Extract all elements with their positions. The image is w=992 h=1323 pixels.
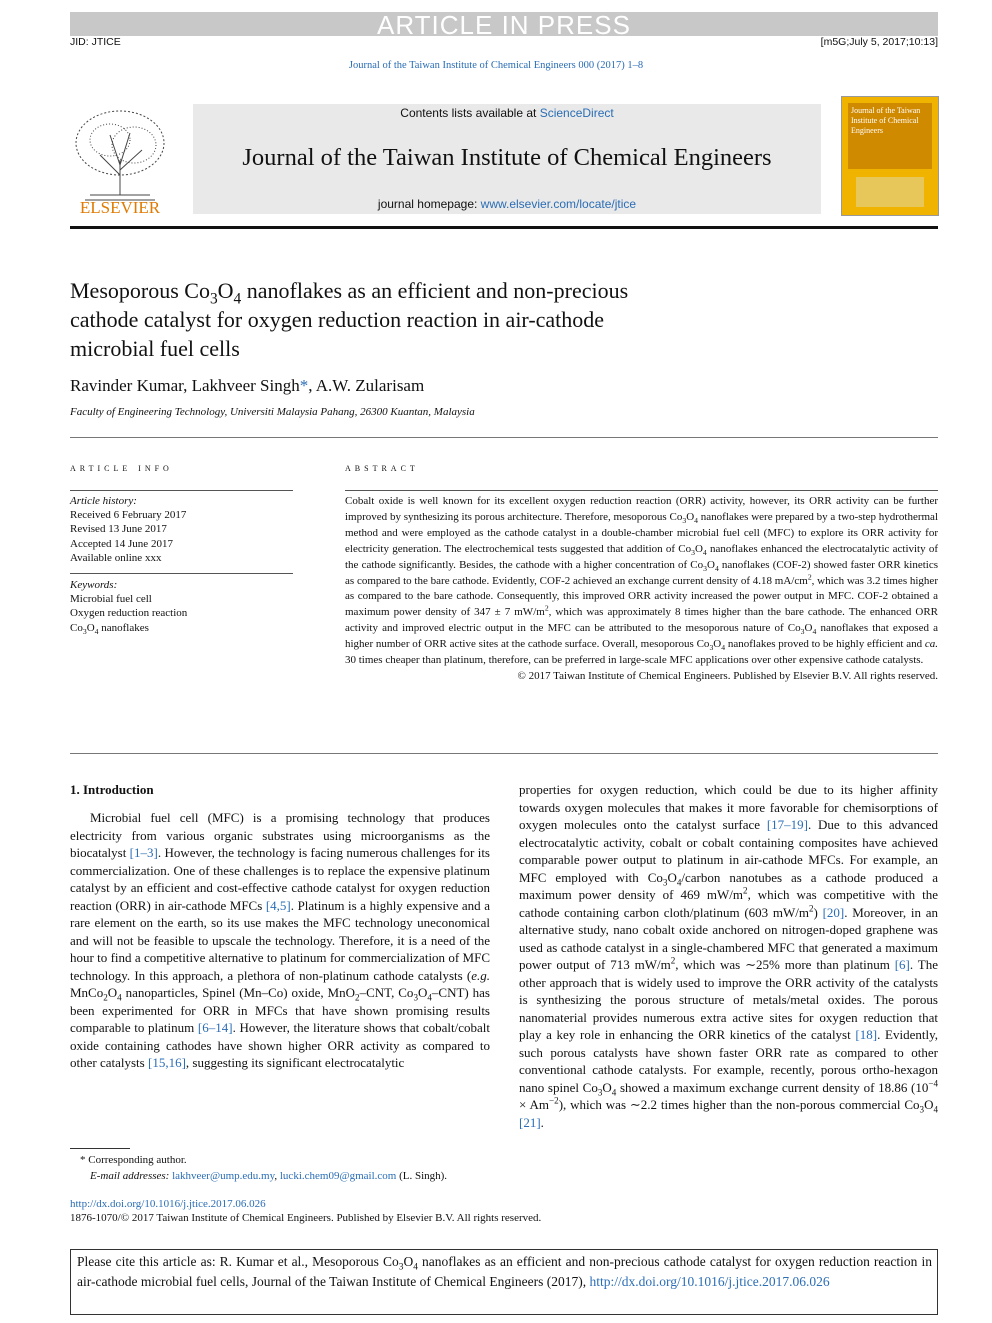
abstract-rule bbox=[70, 753, 938, 754]
corresponding-author-mark[interactable]: * bbox=[299, 376, 309, 395]
author-list: Ravinder Kumar, Lakhveer Singh*, A.W. Zularisam bbox=[70, 376, 425, 395]
footnote-emails: E-mail addresses: lakhveer@ump.edu.my, lucki.chem09@gmail.com (L. Singh). bbox=[90, 1170, 448, 1182]
abstract-heading: abstract bbox=[345, 462, 419, 474]
header-rule bbox=[70, 226, 938, 229]
journal-title: Journal of the Taiwan Institute of Chemical Engineers bbox=[242, 144, 772, 171]
citation-box bbox=[70, 1249, 938, 1315]
issn-line: 1876-1070/© 2017 Taiwan Institute of Chemical Engineers. Published by Elsevier B.V. All rights reserved. bbox=[70, 1212, 542, 1224]
svg-text:ELSEVIER: ELSEVIER bbox=[79, 198, 161, 217]
email-link-2[interactable]: lucki.chem09@gmail.com bbox=[279, 1170, 397, 1182]
sciencedirect-link[interactable]: ScienceDirect bbox=[539, 106, 614, 120]
email-link-1[interactable]: lakhveer@ump.edu.my bbox=[172, 1170, 275, 1182]
contents-prefix: Contents lists available at bbox=[400, 106, 540, 120]
abstract-body: Cobalt oxide is well known for its excellent oxygen reduction reaction (ORR) activity, however, its ORR activity can be further improved by synthesizing its porous architecture. Therefore, mesoporous $Co_3O_4$ nanoflakes were prepared by a two-step hydrothermal method and were employed as the cathode catalyst in a double-chamber microbial fuel cell (MFC) to explore its ORR activity for electricity generation. The electrochemical tests suggested that addition of $Co_3O_4$ nanoflakes enhanced the electrocatalytic activity of the cathode significantly. Besides, the cathode with a higher concentration of $Co_3O_4$ nanoflakes (COF-2) showed faster ORR kinetics as compared to the bare cathode. Evidently, COF-2 achieved an exchange current density of 4.18 $mA/cm^2$, which was 3.2 times higher as compared to the bare cathode. Consequently, this improved ORR activity increased the power output in MFC. COF-2 obtained a maximum power density of 347 ± 7 $mW/m^2$, which was approximately 8 times higher than the bare cathode. The enhanced ORR activity and improved electric output in the MFC can be attributed to the mesoporous nature of $Co_3O_4$ nanoflakes that exposed a higher number of ORR active sites at the cathode surface. Overall, mesoporous $Co_3O_4$ nanoflakes proved to be highly efficient and ca. 30 times cheaper than platinum, therefore, can be preferred in large-scale MFC applications over other expensive cathode catalysts. © 2017 Taiwan Institute of Chemical Engineers. Published by Elsevier B.V. All rights reserved. bbox=[345, 494, 938, 685]
elsevier-tree-logo bbox=[70, 105, 170, 217]
intro-heading: 1. Introduction bbox=[70, 782, 154, 797]
abstract-copyright: © 2017 Taiwan Institute of Chemical Engineers. Published by Elsevier B.V. All rights reserved. bbox=[517, 669, 938, 682]
typeset-stamp: [m5G;July 5, 2017;10:13] bbox=[820, 36, 938, 48]
journal-cover-image bbox=[841, 96, 939, 216]
contents-available bbox=[193, 106, 821, 120]
doi-link[interactable]: http://dx.doi.org/10.1016/j.jtice.2017.06.026 bbox=[70, 1198, 266, 1210]
title-rule bbox=[70, 437, 938, 438]
article-in-press-banner: ARTICLE IN PRESS bbox=[70, 12, 938, 36]
intro-right-column: properties for oxygen reduction, which could be due to its higher affinity towards oxygen molecules that makes it more favorable for chemisorptions of oxygen molecules onto the catalyst surface [17–19]. Due to this advanced electrocatalytic activity, cobalt or cobalt containing composites have achieved comparable power output to platinum in air-cathode MFCs. For example, an MFC employed with $Co_3O_4$/carbon nanotubes as a cathode produced a maximum power density of 469 $mW/m^2$, which was competitive with the cathode containing carbon cloth/platinum (603 $mW/m^2$) [20]. Moreover, in an alternative study, nano cobalt oxide anchored on nitrogen-doped graphene was used as cathode catalyst in a single-chambered MFC that generated a maximum power output of 713 $mW/m^2$, which was ∼25% more than platinum [6]. The other approach that is widely used to improve the ORR activity of the catalysts is synthesizing the porous structure of metals/metal oxides. The porous nanomaterial provides numerous extra active sites for oxygen reduction that play a key role in enhancing the ORR kinetics of the catalyst [18]. Evidently, such porous catalysts have shown faster ORR rate as compared to other conventional cathode catalysts. For example, recently, porous ortho-hexagon nano spinel $Co_3O_4$ showed a maximum exchange current density of 18.86 $(10^{-4} \times Am^{-2})$, which was ∼2.2 times higher than the non-porous commercial $Co_3O_4$ [21]. bbox=[519, 782, 939, 1130]
keywords: Keywords: Microbial fuel cell Oxygen reduction reaction $Co_3O_4$ nanoflakes bbox=[70, 579, 188, 636]
footnote-rule bbox=[70, 1148, 130, 1149]
journal-citation-line[interactable]: Journal of the Taiwan Institute of Chemical Engineers 000 (2017) 1–8 bbox=[348, 60, 644, 71]
footnote-corresponding: * Corresponding author. bbox=[80, 1154, 187, 1166]
journal-id: JID: JTICE bbox=[70, 36, 121, 48]
intro-left-column: Microbial fuel cell (MFC) is a promising technology that produces electricity from various organic substrates using microorganisms as the biocatalyst [1–3]. However, the technology is facing numerous challenges for its commercialization. One of these challenges is to replace the expensive platinum catalyst by an efficient and cost-effective cathode catalyst for oxygen reduction reaction (ORR) in air-cathode MFCs [4,5]. Platinum is a highly expensive and a rare element on the earth, so its use makes the MFC technology uneconomical and will not be feasible to upscale the technology. Therefore, it is a need of the hour to find a competitive alternative to platinum for commercialization of MFC technology. In this approach, a plethora of non-platinum cathode catalysts (e.g. $MnCo_2O_4$ nanoparticles, Spinel (Mn–Co) oxide, MnO$_2$–CNT, $Co_3O_4-CNT$) has been experimented for ORR in MFCs that have shown promising results comparable to platinum [6–14]. However, the literature shows that cobalt/cobalt oxide containing cathodes have shown higher ORR activity as compared to other catalysts [15,16], suggesting its significant electrocatalytic bbox=[70, 810, 491, 1070]
homepage-link[interactable]: www.elsevier.com/locate/jtice bbox=[480, 197, 637, 211]
citation-doi-link[interactable]: http://dx.doi.org/10.1016/j.jtice.2017.06.026 bbox=[589, 1274, 830, 1289]
article-history: Article history: Received 6 February 2017 Revised 13 June 2017 Accepted 14 June 2017 Available online xxx bbox=[70, 495, 187, 564]
article-info-heading: article info bbox=[70, 462, 173, 474]
article-title: Mesoporous $Co_3O_4$ nanoflakes as an efficient and non-precious cathode catalyst for oxygen reduction reaction in air-cathode microbial fuel cells bbox=[70, 278, 629, 361]
citation-text: Please cite this article as: R. Kumar et al., Mesoporous $Co_3O_4$ nanoflakes as an efficient and non-precious cathode catalyst for oxygen reduction reaction in air-cathode microbial fuel cells, Journal of the Taiwan Institute of Chemical Engineers (2017), http://dx.doi.org/10.1016/j.jtice.2017.06.026 bbox=[77, 1254, 932, 1289]
cover-title: Journal of the Taiwan Institute of Chemical Engineers bbox=[848, 103, 932, 169]
homepage-prefix: journal homepage: bbox=[377, 197, 481, 211]
affiliation: Faculty of Engineering Technology, Universiti Malaysia Pahang, 26300 Kuantan, Malaysia bbox=[70, 406, 475, 418]
journal-homepage bbox=[193, 197, 821, 211]
